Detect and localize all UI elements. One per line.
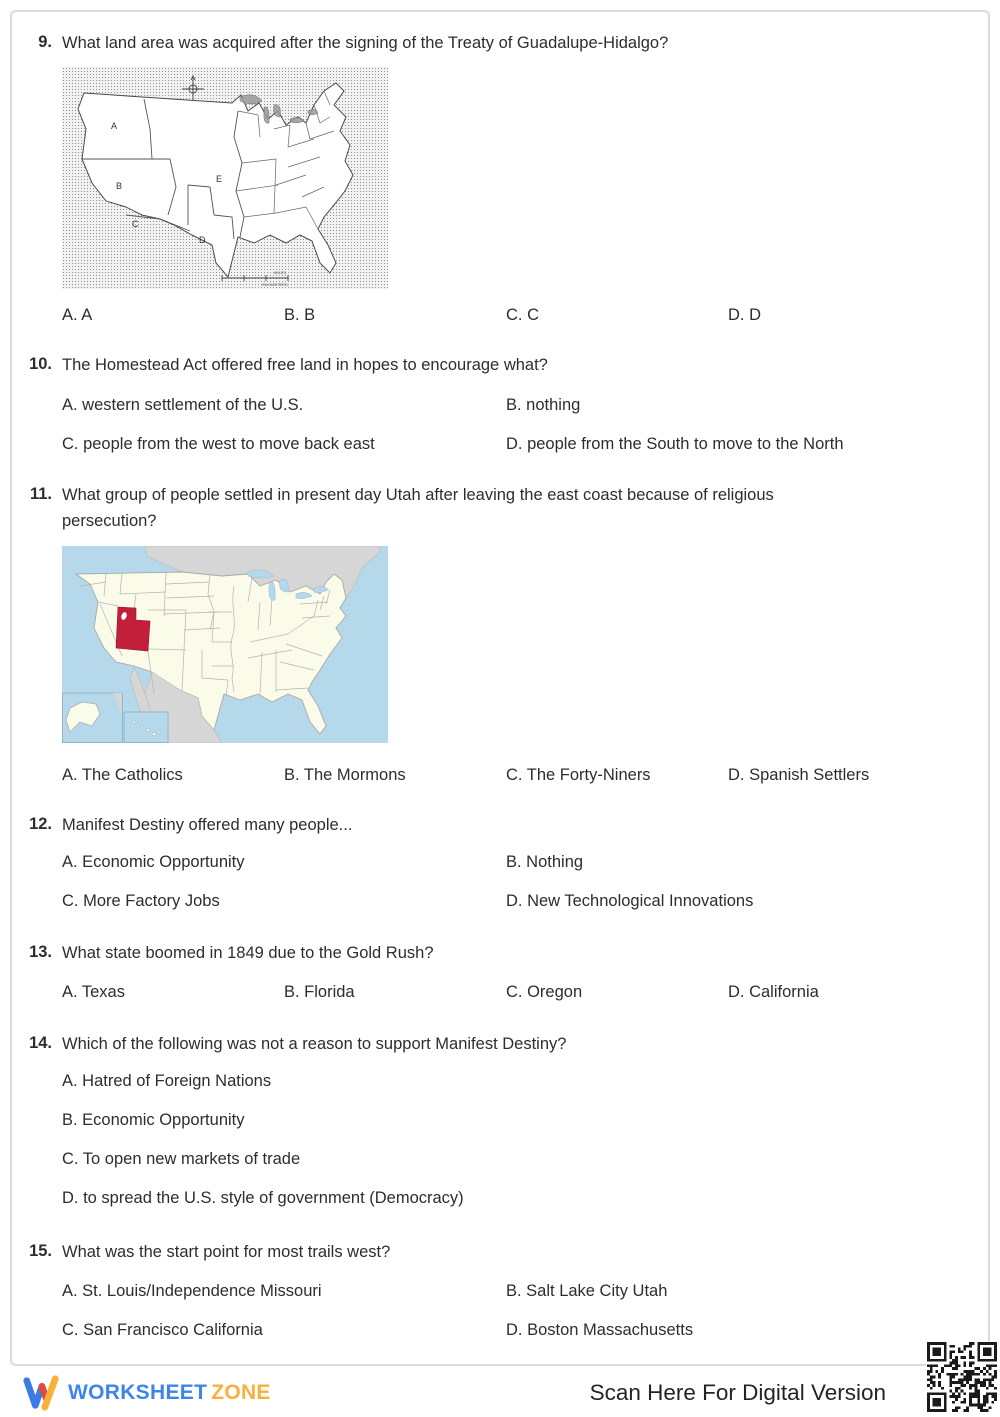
q9-option-d: D. D [728, 306, 761, 324]
q11-option-a: A. The Catholics [62, 766, 183, 784]
utah-highlight-map [62, 546, 388, 743]
scale-bar [222, 275, 288, 281]
question-14-number: 14. [29, 1034, 52, 1052]
worksheetzone-logo [22, 1374, 271, 1412]
question-11 [20, 482, 970, 788]
region-label-a: A [111, 121, 118, 131]
question-13-text: What state boomed in 1849 due to the Gold Rush? [62, 944, 434, 962]
q12-option-b: B. Nothing [506, 853, 584, 871]
footer [22, 1372, 978, 1414]
q13-option-a: A. Texas [62, 983, 125, 1001]
q9-option-a: A. A [62, 306, 93, 324]
brand-worksheet: WORKSHEET [68, 1381, 208, 1404]
question-12-text: Manifest Destiny offered many people... [62, 816, 353, 834]
q14-option-b: B. Economic Opportunity [62, 1111, 245, 1129]
q12-option-a: A. Economic Opportunity [62, 853, 245, 871]
q15-option-d: D. Boston Massachusetts [506, 1321, 694, 1339]
q11-option-b: B. The Mormons [284, 766, 406, 784]
q9-option-b: B. B [284, 306, 316, 324]
territories-map-figure [62, 67, 970, 289]
hawaii-inset [124, 712, 168, 743]
q11-option-d: D. Spanish Settlers [728, 766, 870, 784]
question-9-number: 9. [38, 33, 52, 51]
q13-option-c: C. Oregon [506, 983, 583, 1001]
utah-map-svg [62, 546, 388, 743]
q12-option-c: C. More Factory Jobs [62, 892, 220, 910]
q12-option-d: D. New Technological Innovations [506, 892, 754, 910]
compass-icon [182, 76, 204, 100]
question-13 [20, 940, 970, 1005]
question-11-number: 11. [29, 485, 52, 503]
alaska-inset [63, 693, 123, 743]
q10-option-c: C. people from the west to move back east [62, 435, 375, 453]
question-10-number: 10. [29, 355, 52, 373]
us-territories-map-svg [62, 67, 388, 289]
q15-option-a: A. St. Louis/Independence Missouri [62, 1282, 322, 1300]
question-12 [20, 812, 970, 914]
q14-option-c: C. To open new markets of trade [62, 1150, 301, 1168]
region-label-d: D [199, 235, 206, 245]
question-9-text: What land area was acquired after the signing of the Treaty of Guadalupe-Hidalgo? [62, 34, 669, 52]
q9-option-c: C. C [506, 306, 539, 324]
question-10-text: The Homestead Act offered free land in hopes to encourage what? [62, 356, 548, 374]
worksheetzone-logo-icon [22, 1374, 60, 1412]
utah-map-figure [62, 546, 970, 743]
q10-option-b: B. nothing [506, 396, 581, 414]
q11-option-c: C. The Forty-Niners [506, 766, 651, 784]
region-label-b: B [116, 181, 123, 191]
qr-code [926, 1341, 998, 1413]
question-12-number: 12. [29, 815, 52, 833]
scale-km-label: KILOMETERS [262, 282, 288, 287]
q14-option-a: A. Hatred of Foreign Nations [62, 1072, 272, 1090]
q15-option-c: C. San Francisco California [62, 1321, 263, 1339]
question-15 [20, 1239, 970, 1343]
question-14-text: Which of the following was not a reason to support Manifest Destiny? [62, 1035, 567, 1053]
region-label-c: C [132, 219, 139, 229]
brand-zone: ZONE [211, 1381, 271, 1404]
question-9 [20, 30, 970, 328]
question-10 [20, 352, 970, 457]
qr-code-svg [927, 1342, 997, 1412]
q15-option-b: B. Salt Lake City Utah [506, 1282, 668, 1300]
q13-option-d: D. California [728, 983, 819, 1001]
scale-miles-label: MILES [274, 270, 287, 275]
scan-here-text: Scan Here For Digital Version [589, 1380, 886, 1405]
brand-text [68, 1381, 271, 1405]
q14-option-d: D. to spread the U.S. style of government (Democracy) [62, 1189, 464, 1207]
question-15-text: What was the start point for most trails west? [62, 1243, 391, 1261]
q10-option-d: D. people from the South to move to the North [506, 435, 844, 453]
question-11-text: What group of people settled in present day Utah after leaving the east coast because of religious persecution? [62, 486, 774, 530]
q13-option-b: B. Florida [284, 983, 355, 1001]
question-14 [20, 1031, 970, 1211]
us-territories-bw-map [62, 67, 388, 289]
q10-option-a: A. western settlement of the U.S. [62, 396, 304, 414]
question-13-number: 13. [29, 943, 52, 961]
region-label-e: E [216, 174, 223, 184]
question-15-number: 15. [29, 1242, 52, 1260]
